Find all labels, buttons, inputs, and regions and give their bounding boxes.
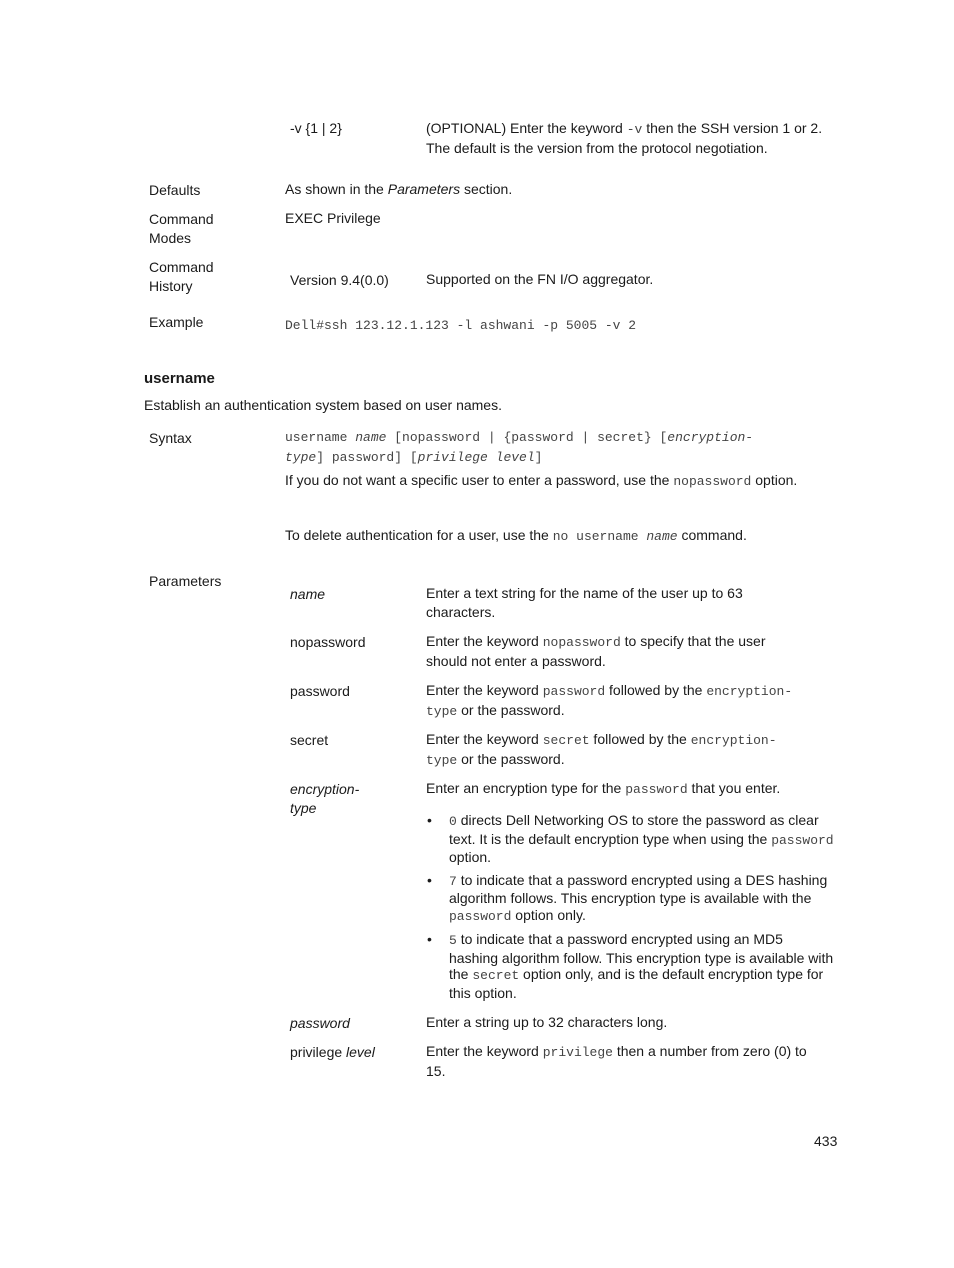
command-modes-label xyxy=(149,210,214,248)
syntax-note1-b: option. xyxy=(751,472,798,488)
syntax-note2-b: command. xyxy=(677,527,747,543)
command-history-label-line1: Command xyxy=(149,259,214,275)
param-name-term: name xyxy=(290,586,326,602)
param-privilege-desc xyxy=(426,1042,826,1081)
param-priv-a: Enter the keyword xyxy=(426,1043,543,1059)
param-password-desc xyxy=(426,681,836,721)
defaults-text-b: section. xyxy=(460,181,513,197)
syntax-line-2 xyxy=(285,448,825,468)
syntax-l2-priv: privilege level xyxy=(417,450,535,465)
encryption-type-list xyxy=(426,812,834,1007)
b7-b: option only. xyxy=(511,906,586,923)
param-v-desc-text: (OPTIONAL) Enter the keyword xyxy=(426,120,627,136)
param-password-code3: type xyxy=(426,704,458,719)
syntax-line-1 xyxy=(285,428,825,448)
param-password-code: password xyxy=(542,684,606,699)
syntax-l1-enc: encryption- xyxy=(667,430,754,445)
param-password-line1 xyxy=(426,681,836,701)
syntax-note2-name: name xyxy=(646,529,678,544)
param-nopassword-b: to specify that the user should not enter a password. xyxy=(426,633,766,669)
syntax-note1-a: If you do not want a specific user to enter a password, use the xyxy=(285,472,674,488)
b5-code: 5 xyxy=(449,933,457,948)
param-v-desc-code: -v xyxy=(626,122,643,137)
param-enc-b: that you enter. xyxy=(687,780,781,796)
command-history-version: Version 9.4(0.0) xyxy=(290,272,389,288)
syntax-note-1 xyxy=(285,471,805,491)
param-nopassword-a: Enter the keyword xyxy=(426,633,543,649)
syntax-l2-b: ] password] [ xyxy=(316,450,418,465)
param-secret-c: or the password. xyxy=(457,751,565,767)
b5-code2: secret xyxy=(472,968,520,983)
syntax-l2-type: type xyxy=(285,450,317,465)
section-title: username xyxy=(144,370,215,387)
param-pw-term: password xyxy=(290,1015,350,1031)
param-secret-b: followed by the xyxy=(589,731,691,747)
syntax-l1-b: [nopassword | {password | secret} [ xyxy=(386,430,668,445)
syntax-note2-code: no username xyxy=(552,529,647,544)
list-item xyxy=(426,812,834,866)
defaults-text-em: Parameters xyxy=(387,181,461,197)
syntax-code xyxy=(285,428,825,468)
param-password-term: password xyxy=(290,683,350,699)
command-modes-value: EXEC Privilege xyxy=(285,210,381,226)
param-password-code2: encryption- xyxy=(706,684,793,699)
list-item xyxy=(426,872,834,926)
command-history-label xyxy=(149,258,214,296)
param-secret-term: secret xyxy=(290,732,329,748)
command-history-desc: Supported on the FN I/O aggregator. xyxy=(426,271,654,287)
page-number: 433 xyxy=(814,1133,838,1149)
param-enc-code: password xyxy=(625,782,688,797)
list-item xyxy=(426,931,834,1001)
syntax-note2-a: To delete authentication for a user, use the xyxy=(285,527,553,543)
b7-code2: password xyxy=(449,908,512,924)
param-v-desc xyxy=(426,119,826,158)
param-enc-a: Enter an encryption type for the xyxy=(426,780,626,796)
param-password-a: Enter the keyword xyxy=(426,682,543,698)
param-secret-code3: type xyxy=(426,753,458,768)
param-v-desc-text2: then the SSH version 1 or 2. The default is the version from the protocol negotiation. xyxy=(426,120,823,156)
syntax-l1-a: username xyxy=(285,430,356,445)
command-modes-label-line1: Command xyxy=(149,211,214,227)
param-privilege-term xyxy=(290,1043,375,1062)
param-secret-line1 xyxy=(426,730,836,750)
example-code: Dell#ssh 123.12.1.123 -l ashwani -p 5005 -v 2 xyxy=(285,318,637,333)
b0-code: 0 xyxy=(449,814,457,829)
param-v-term: -v {1 | 2} xyxy=(290,120,342,136)
param-nopassword-code: nopassword xyxy=(542,635,621,650)
syntax-l2-c: ] xyxy=(534,450,543,465)
command-modes-label-line2: Modes xyxy=(149,230,192,246)
param-secret-code: secret xyxy=(542,733,590,748)
b7-a: to indicate that a password encrypted using a DES hashing algorithm follows. This encryption type is available with the xyxy=(449,871,828,906)
param-encryption-type-term xyxy=(290,780,359,818)
param-nopassword-desc xyxy=(426,632,806,671)
syntax-l1-name: name xyxy=(355,430,387,445)
param-password-line2 xyxy=(426,701,836,721)
b0-code2: password xyxy=(771,832,834,848)
b0-b: option. xyxy=(449,849,492,865)
b5-b: option only, and is the default encryption type for this option. xyxy=(449,966,824,1001)
b7-code: 7 xyxy=(449,873,457,889)
param-pw-desc: Enter a string up to 32 characters long. xyxy=(426,1014,668,1030)
param-nopassword-term: nopassword xyxy=(290,634,366,650)
param-password-c: or the password. xyxy=(457,702,565,718)
param-priv-term-b: level xyxy=(346,1044,375,1060)
param-enc-term-line2: type xyxy=(290,800,317,816)
syntax-label: Syntax xyxy=(149,430,192,446)
defaults-label: Defaults xyxy=(149,182,201,198)
syntax-note-2 xyxy=(285,526,825,546)
section-intro: Establish an authentication system based on user names. xyxy=(144,397,502,413)
example-label: Example xyxy=(149,314,204,330)
param-secret-code2: encryption- xyxy=(690,733,777,748)
b5-a: to indicate that a password encrypted using an MD5 hashing algorithm follow. This encryption type is available with the xyxy=(449,931,834,982)
param-encryption-type-desc xyxy=(426,779,836,799)
param-priv-b: then a number from zero (0) to 15. xyxy=(426,1043,807,1079)
param-secret-desc xyxy=(426,730,836,770)
command-history-label-line2: History xyxy=(149,278,193,294)
param-secret-a: Enter the keyword xyxy=(426,731,543,747)
param-secret-line2 xyxy=(426,750,836,770)
param-name-desc: Enter a text string for the name of the user up to 63 characters. xyxy=(426,585,743,620)
param-enc-term-line1: encryption- xyxy=(290,781,360,797)
parameters-label: Parameters xyxy=(149,573,222,589)
param-password-b: followed by the xyxy=(605,682,707,698)
syntax-note1-code: nopassword xyxy=(673,474,752,489)
defaults-text xyxy=(285,180,512,199)
b0-a: directs Dell Networking OS to store the password as clear text. It is the default encryption type when using the xyxy=(449,812,819,847)
param-priv-term-a: privilege xyxy=(290,1044,347,1060)
defaults-text-a: As shown in the xyxy=(285,181,388,197)
param-priv-code: privilege xyxy=(542,1045,613,1060)
